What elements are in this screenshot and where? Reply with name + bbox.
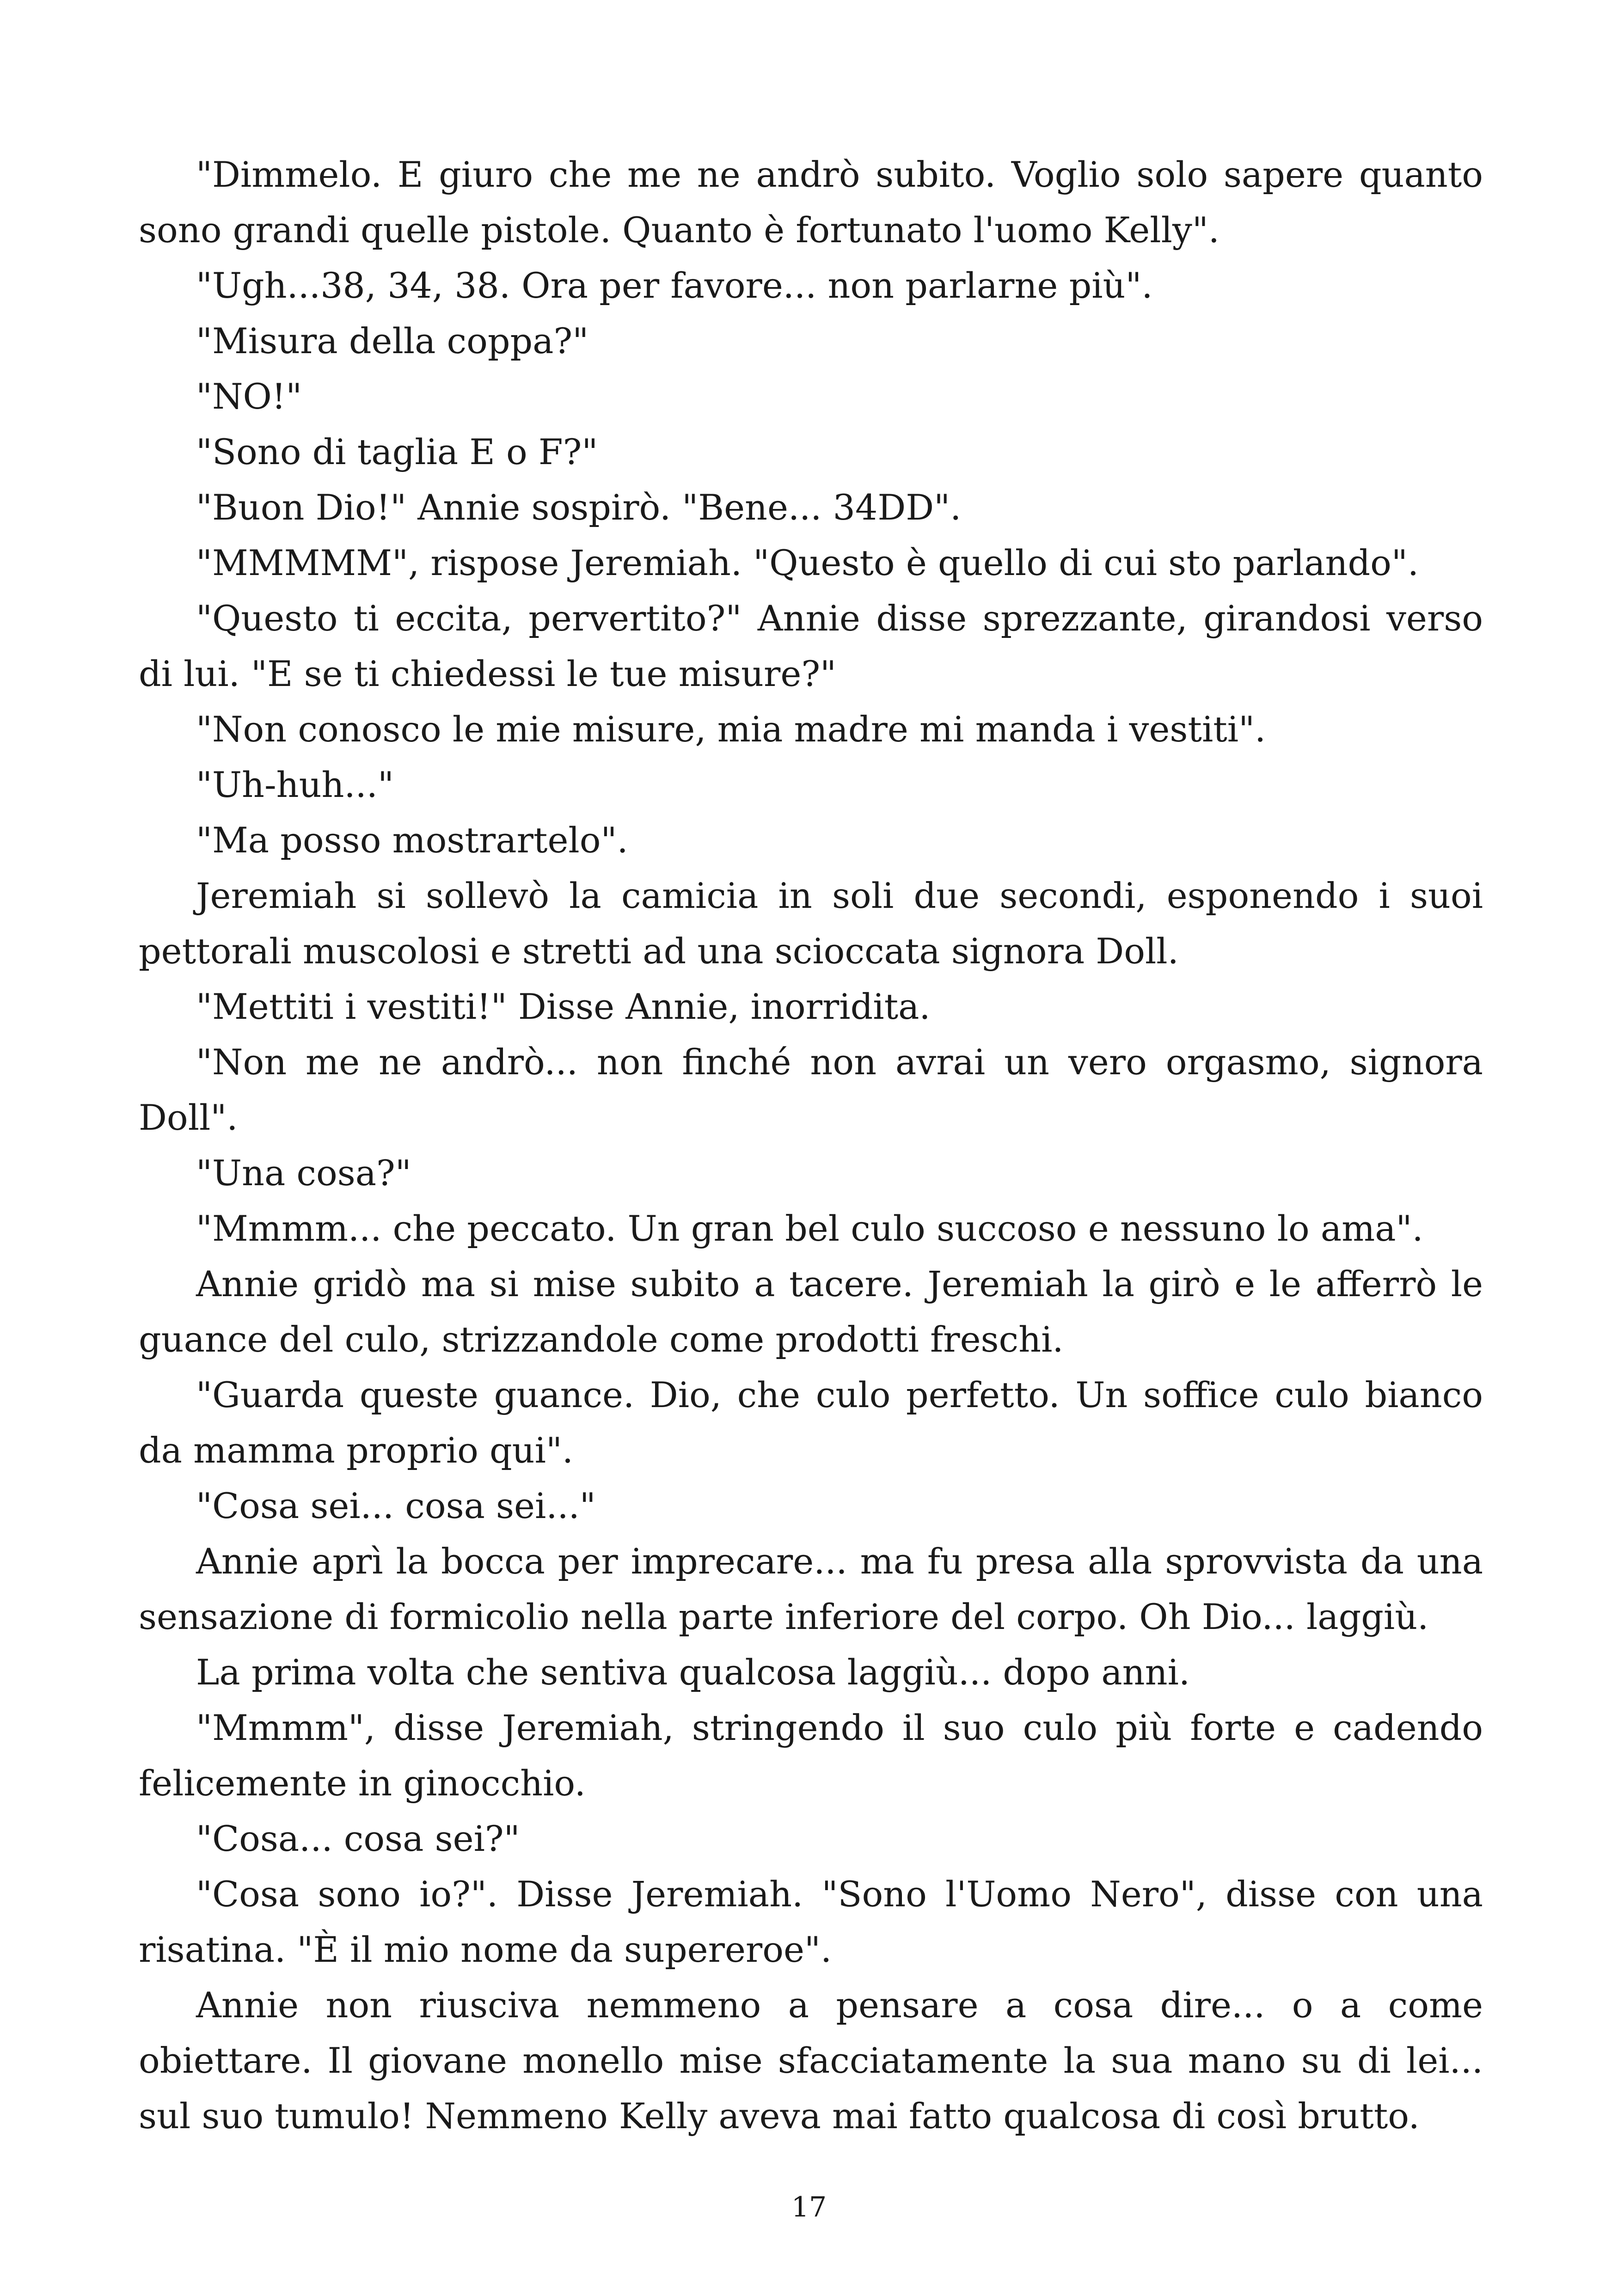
paragraph: "Cosa... cosa sei?"	[196, 1818, 520, 1859]
paragraph: "Mmmm", disse Jeremiah, stringendo il suo culo più forte e cadendo felicemente in ginocchio.	[139, 1707, 1483, 1804]
paragraph: "Cosa sei... cosa sei..."	[196, 1485, 596, 1526]
paragraph: "Ma posso mostrartelo".	[196, 820, 628, 861]
page-number: 17	[791, 2191, 827, 2223]
paragraph: "Mmmm... che peccato. Un gran bel culo succoso e nessuno lo ama".	[196, 1208, 1423, 1249]
paragraph: "Non conosco le mie misure, mia madre mi manda i vestiti".	[196, 709, 1266, 750]
paragraph: "Cosa sono io?". Disse Jeremiah. "Sono l'Uomo Nero", disse con una risatina. "È il mio nome da supereroe".	[139, 1874, 1483, 1970]
paragraph: "Guarda queste guance. Dio, che culo perfetto. Un soffice culo bianco da mamma proprio qui".	[139, 1374, 1483, 1471]
body-text	[139, 147, 1483, 2144]
paragraph: "MMMMM", rispose Jeremiah. "Questo è quello di cui sto parlando".	[196, 542, 1419, 583]
paragraph: Annie gridò ma si mise subito a tacere. Jeremiah la girò e le afferrò le guance del culo, strizzandole come prodotti freschi.	[139, 1263, 1483, 1360]
paragraph: "Mettiti i vestiti!" Disse Annie, inorridita.	[196, 986, 931, 1027]
paragraph: Jeremiah si sollevò la camicia in soli due secondi, esponendo i suoi pettorali muscolosi e stretti ad una scioccata signora Doll.	[139, 875, 1483, 972]
paragraph: Annie aprì la bocca per imprecare... ma fu presa alla sprovvista da una sensazione di formicolio nella parte inferiore del corpo. Oh Dio... laggiù.	[139, 1541, 1483, 1637]
paragraph: "Buon Dio!" Annie sospirò. "Bene... 34DD".	[196, 487, 962, 528]
paragraph: "Dimmelo. E giuro che me ne andrò subito. Voglio solo sapere quanto sono grandi quelle pistole. Quanto è fortunato l'uomo Kelly".	[139, 154, 1483, 251]
paragraph: "NO!"	[196, 376, 302, 417]
paragraph: "Questo ti eccita, pervertito?" Annie disse sprezzante, girandosi verso di lui. "E se ti chiedessi le tue misure?"	[139, 598, 1483, 694]
paragraph: Annie non riusciva nemmeno a pensare a cosa dire... o a come obiettare. Il giovane monello mise sfacciatamente la sua mano su di lei... sul suo tumulo! Nemmeno Kelly aveva mai fatto qualcosa di così brutto.	[139, 1984, 1483, 2137]
paragraph: "Misura della coppa?"	[196, 320, 589, 361]
paragraph: "Sono di taglia E o F?"	[196, 431, 598, 472]
paragraph: "Non me ne andrò... non finché non avrai un vero orgasmo, signora Doll".	[139, 1041, 1483, 1138]
paragraph: "Ugh...38, 34, 38. Ora per favore... non parlarne più".	[196, 265, 1153, 306]
paragraph: "Uh-huh..."	[196, 764, 394, 805]
paragraph: "Una cosa?"	[196, 1152, 411, 1194]
paragraph: La prima volta che sentiva qualcosa laggiù... dopo anni.	[196, 1652, 1190, 1693]
